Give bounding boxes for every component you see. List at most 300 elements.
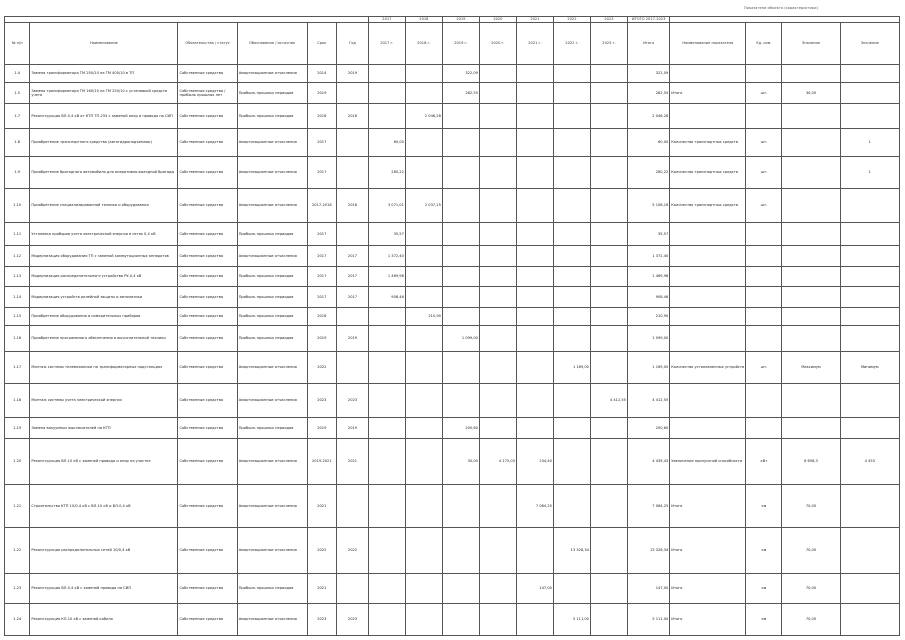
row-value-2 [840, 65, 899, 83]
column-header: 2021 г. [516, 23, 553, 65]
row-value-1 [782, 65, 840, 83]
row-value-1 [782, 156, 840, 188]
row-year-value [516, 129, 553, 157]
row-indicator: Итого [670, 603, 746, 635]
column-header: Значение [840, 23, 899, 65]
row-name: Модернизация оборудования ТП с заменой коммутационных аппаратов [30, 246, 178, 267]
row-year-value [553, 266, 590, 287]
row-total: 908,46 [627, 287, 669, 308]
row-number: 1.19 [5, 418, 30, 439]
row-value-2: 4 453 [840, 438, 899, 484]
row-year-value [590, 266, 627, 287]
row-number: 1.10 [5, 188, 30, 222]
row-year-value [442, 188, 479, 222]
row-year-value [479, 307, 516, 325]
column-header: Ед. изм. [746, 23, 782, 65]
row-year-value [442, 287, 479, 308]
row-term: 2019 [307, 418, 337, 439]
row-year [337, 573, 369, 603]
row-number: 1.8 [5, 129, 30, 157]
row-year-value [516, 156, 553, 188]
row-value-2 [840, 484, 899, 528]
table-row [5, 129, 900, 157]
row-year-value [479, 528, 516, 574]
table-row [5, 307, 900, 325]
row-year-value [516, 65, 553, 83]
row-year [337, 129, 369, 157]
table-row [5, 573, 900, 603]
row-year-value [590, 287, 627, 308]
table-row [5, 223, 900, 246]
row-number: 1.4 [5, 65, 30, 83]
row-term: 2014 [307, 65, 337, 83]
row-name: Реконструкция распределительных сетей 10/0,4 кВ [30, 528, 178, 574]
row-unit: шт. [746, 188, 782, 222]
row-year-value [516, 603, 553, 635]
row-total: 5 111,00 [627, 603, 669, 635]
row-year-value [590, 156, 627, 188]
row-obligation: Собственные средства [178, 603, 237, 635]
row-total: 322,09 [627, 65, 669, 83]
row-number: 1.9 [5, 156, 30, 188]
row-obligation: Собственные средства [178, 418, 237, 439]
table-row [5, 603, 900, 635]
row-source: Амортизационные отчисления [237, 351, 307, 383]
row-unit [746, 383, 782, 417]
row-year-value [405, 129, 442, 157]
row-source: Амортизационные отчисления [237, 603, 307, 635]
row-year-value: 4 175,03 [479, 438, 516, 484]
row-year-value: 1 372,40 [368, 246, 405, 267]
table-row [5, 287, 900, 308]
row-unit: км [746, 603, 782, 635]
year-header: 2018 [405, 17, 442, 23]
row-indicator: Количество транспортных средств [670, 188, 746, 222]
row-year-value [442, 129, 479, 157]
row-term: 2017 [307, 156, 337, 188]
row-name: Замена трансформатора ТМ 250/10 на ТМ 400/10 в ТП [30, 65, 178, 83]
row-total: 210,90 [627, 307, 669, 325]
row-year-value [479, 383, 516, 417]
row-total: 13 328,34 [627, 528, 669, 574]
row-value-1: 70,00 [782, 573, 840, 603]
row-unit [746, 246, 782, 267]
row-year-value [479, 83, 516, 104]
row-name: Модернизация устройств релейной защиты и автоматики [30, 287, 178, 308]
row-name: Реконструкция КЛ-10 кВ с заменой кабеля [30, 603, 178, 635]
row-term: 2017 [307, 129, 337, 157]
row-year-value [590, 188, 627, 222]
row-year-value [516, 83, 553, 104]
row-value-2 [840, 307, 899, 325]
table-row [5, 383, 900, 417]
table-row [5, 351, 900, 383]
row-year: 2023 [337, 603, 369, 635]
row-year-value [516, 528, 553, 574]
row-year-value [553, 287, 590, 308]
row-year [337, 484, 369, 528]
row-year-value [479, 266, 516, 287]
row-year-value [553, 246, 590, 267]
row-term: 2021 [307, 573, 337, 603]
row-year-value [590, 103, 627, 128]
row-term: 2017 [307, 223, 337, 246]
row-year-value [479, 156, 516, 188]
row-term: 2018 [307, 307, 337, 325]
investment-table [4, 16, 900, 636]
row-indicator [670, 287, 746, 308]
row-year-value [368, 438, 405, 484]
row-value-1 [782, 383, 840, 417]
row-source: Амортизационные отчисления [237, 383, 307, 417]
row-value-2: Минимум [840, 351, 899, 383]
row-name: Замена трансформатора ТМ 160/10 на ТМ 250/10 с установкой средств учета [30, 83, 178, 104]
row-source: Прибыль прошлых периодов [237, 418, 307, 439]
row-unit [746, 103, 782, 128]
row-year-value [405, 266, 442, 287]
row-value-2 [840, 188, 899, 222]
row-year-value [368, 528, 405, 574]
row-value-1 [782, 246, 840, 267]
row-source: Амортизационные отчисления [237, 65, 307, 83]
row-value-2 [840, 287, 899, 308]
row-year-value: 60,00 [368, 129, 405, 157]
row-indicator [670, 266, 746, 287]
row-term: 2023 [307, 603, 337, 635]
row-year-value [590, 603, 627, 635]
column-header: Наименование [30, 23, 178, 65]
table-row [5, 418, 900, 439]
row-year-value [479, 573, 516, 603]
row-year-value [405, 83, 442, 104]
row-year-value [368, 65, 405, 83]
row-year-value [590, 418, 627, 439]
row-obligation: Собственные средства [178, 528, 237, 574]
row-year-value [368, 418, 405, 439]
row-unit [746, 65, 782, 83]
row-year-value: 210,90 [405, 307, 442, 325]
row-indicator: Итого [670, 573, 746, 603]
row-obligation: Собственные средства [178, 383, 237, 417]
row-source: Прибыль прошлых периодов [237, 223, 307, 246]
row-name: Реконструкция ВЛ-0,4 кВ от КТП ТП-255 с заменой опор и провода на СИП [30, 103, 178, 128]
row-obligation: Собственные средства [178, 351, 237, 383]
row-indicator: Количество транспортных средств [670, 129, 746, 157]
row-value-2: 1 [840, 129, 899, 157]
row-year-value [479, 287, 516, 308]
row-term: 2023 [307, 383, 337, 417]
row-obligation: Собственные средства [178, 246, 237, 267]
row-year-value [590, 65, 627, 83]
row-value-1: 30,00 [782, 83, 840, 104]
row-obligation: Собственные средства [178, 65, 237, 83]
table-row [5, 438, 900, 484]
row-year-value [405, 603, 442, 635]
row-year-value [479, 223, 516, 246]
row-unit: шт. [746, 129, 782, 157]
row-total: 2 046,28 [627, 103, 669, 128]
row-year-value [553, 65, 590, 83]
row-year-value: 35,57 [368, 223, 405, 246]
row-year-value [516, 188, 553, 222]
row-term: 2019 [307, 326, 337, 351]
row-year-value [553, 418, 590, 439]
row-year-value: 234,40 [516, 438, 553, 484]
year-header: 2019 [442, 17, 479, 23]
row-year-value [553, 223, 590, 246]
row-year: 2017 [337, 266, 369, 287]
row-value-2 [840, 83, 899, 104]
row-year-value [405, 528, 442, 574]
row-year-value [479, 65, 516, 83]
row-year-value: 5 111,00 [553, 603, 590, 635]
row-year-value [590, 307, 627, 325]
row-obligation: Собственные средства [178, 573, 237, 603]
row-year-value [516, 383, 553, 417]
column-header: Год [337, 23, 369, 65]
row-source: Амортизационные отчисления [237, 129, 307, 157]
row-year-value [553, 129, 590, 157]
column-header: 2017 г. [368, 23, 405, 65]
row-year-value: 30,00 [442, 438, 479, 484]
row-term: 2022 [307, 528, 337, 574]
row-year [337, 83, 369, 104]
row-number: 1.23 [5, 573, 30, 603]
row-number: 1.17 [5, 351, 30, 383]
row-indicator: Количество установленных устройств [670, 351, 746, 383]
row-term: 2019-2021 [307, 438, 337, 484]
row-year-value [516, 266, 553, 287]
year-header: 2023 [590, 17, 627, 23]
table-row [5, 156, 900, 188]
row-total: 5 108,16 [627, 188, 669, 222]
row-total: 35,57 [627, 223, 669, 246]
row-value-1 [782, 326, 840, 351]
row-name: Замена вакуумных выключателей на КТП [30, 418, 178, 439]
row-value-2 [840, 103, 899, 128]
row-indicator [670, 326, 746, 351]
row-year-value [405, 351, 442, 383]
row-unit: км [746, 484, 782, 528]
row-value-2 [840, 383, 899, 417]
row-year-value [442, 307, 479, 325]
row-year-value [553, 83, 590, 104]
row-unit: км [746, 573, 782, 603]
row-name: Строительство КТП 10/0,4 кВ с ВЛ-10 кВ и ВЛ-0,4 кВ [30, 484, 178, 528]
row-number: 1.12 [5, 246, 30, 267]
column-header: Значение [782, 23, 840, 65]
row-source: Прибыль прошлых периодов [237, 307, 307, 325]
row-year-value: 147,00 [516, 573, 553, 603]
table-body [5, 65, 900, 636]
row-number: 1.21 [5, 484, 30, 528]
row-year-value [516, 246, 553, 267]
row-indicator: Количество транспортных средств [670, 156, 746, 188]
row-year-value: 2 046,28 [405, 103, 442, 128]
year-header: 2022 [553, 17, 590, 23]
row-number: 1.22 [5, 528, 30, 574]
row-source: Прибыль прошлых периодов [237, 326, 307, 351]
header-note: Показатели объекта (характеристики) [744, 6, 818, 10]
table-row [5, 83, 900, 104]
row-name: Приобретение транспортного средства (автогидроподъемник) [30, 129, 178, 157]
row-year-value [442, 603, 479, 635]
row-year-value [368, 603, 405, 635]
row-year [337, 351, 369, 383]
row-year-value: 282,55 [442, 83, 479, 104]
row-unit [746, 418, 782, 439]
column-header: 2023 г. [590, 23, 627, 65]
row-total: 147,00 [627, 573, 669, 603]
row-source: Прибыль прошлых периодов [237, 83, 307, 104]
row-year-value [553, 156, 590, 188]
row-value-2 [840, 528, 899, 574]
row-name: Приобретение программного обеспечения и вычислительной техники [30, 326, 178, 351]
row-total: 282,55 [627, 83, 669, 104]
row-total: 1 469,98 [627, 266, 669, 287]
row-year-value [553, 326, 590, 351]
row-value-2 [840, 418, 899, 439]
row-source: Амортизационные отчисления [237, 188, 307, 222]
row-year-value [442, 156, 479, 188]
row-value-1: 70,00 [782, 603, 840, 635]
row-obligation: Собственные средства [178, 307, 237, 325]
row-year-value: 200,60 [442, 418, 479, 439]
row-year-value [368, 326, 405, 351]
row-year-value [405, 287, 442, 308]
row-year-value [590, 573, 627, 603]
row-year-value [368, 573, 405, 603]
row-year-value [442, 351, 479, 383]
row-term: 2017 [307, 246, 337, 267]
row-total: 1 372,40 [627, 246, 669, 267]
row-year-value [516, 103, 553, 128]
row-obligation: Собственные средства [178, 129, 237, 157]
column-header: Итого [627, 23, 669, 65]
row-total: 4 439,43 [627, 438, 669, 484]
row-unit: шт. [746, 83, 782, 104]
row-year-value [479, 188, 516, 222]
row-year-value: 7 064,25 [516, 484, 553, 528]
row-year: 2018 [337, 103, 369, 128]
row-year-value [479, 351, 516, 383]
row-number: 1.15 [5, 307, 30, 325]
row-value-1 [782, 129, 840, 157]
row-year-value: 280,22 [368, 156, 405, 188]
row-year-value [405, 418, 442, 439]
row-source: Амортизационные отчисления [237, 528, 307, 574]
row-value-2 [840, 603, 899, 635]
year-header: 2017 [368, 17, 405, 23]
row-unit: шт. [746, 156, 782, 188]
row-year-value [553, 484, 590, 528]
row-year-value [442, 246, 479, 267]
row-year-value [405, 223, 442, 246]
row-year-value [479, 103, 516, 128]
row-name: Модернизация распределительного устройства РУ-0,4 кВ [30, 266, 178, 287]
row-obligation: Собственные средства [178, 438, 237, 484]
row-year-value [442, 223, 479, 246]
row-value-2 [840, 326, 899, 351]
row-value-1: 6 658,3 [782, 438, 840, 484]
row-term: 2017 [307, 266, 337, 287]
row-year-value [479, 484, 516, 528]
row-term: 2019 [307, 83, 337, 104]
row-number: 1.20 [5, 438, 30, 484]
row-name: Приобретение оборудования и измерительных приборов [30, 307, 178, 325]
row-total: 200,60 [627, 418, 669, 439]
column-header: 2019 г. [442, 23, 479, 65]
row-year-value [479, 129, 516, 157]
row-year-value [405, 484, 442, 528]
row-number: 1.14 [5, 287, 30, 308]
row-indicator [670, 223, 746, 246]
row-year-value [405, 65, 442, 83]
row-year: 2019 [337, 418, 369, 439]
row-total: 280,22 [627, 156, 669, 188]
table-row [5, 103, 900, 128]
row-unit: км [746, 528, 782, 574]
row-year-value [590, 223, 627, 246]
row-year-value [590, 129, 627, 157]
row-year-value [405, 326, 442, 351]
row-value-1 [782, 103, 840, 128]
row-year-value [590, 83, 627, 104]
row-source: Амортизационные отчисления [237, 246, 307, 267]
row-name: Приобретение специализированной техники и оборудования [30, 188, 178, 222]
row-year: 2023 [337, 383, 369, 417]
row-year-value [590, 528, 627, 574]
row-year-value [479, 603, 516, 635]
row-year: 2022 [337, 528, 369, 574]
row-value-1 [782, 223, 840, 246]
column-header: Обоснование / источник [237, 23, 307, 65]
row-obligation: Собственные средства [178, 223, 237, 246]
row-year-value [368, 383, 405, 417]
row-source: Амортизационные отчисления [237, 156, 307, 188]
row-name: Реконструкция ВЛ-0,4 кВ с заменой провода на СИП [30, 573, 178, 603]
row-year [337, 223, 369, 246]
row-obligation: Собственные средства [178, 266, 237, 287]
row-year-value [368, 103, 405, 128]
row-unit [746, 326, 782, 351]
row-year-value [368, 351, 405, 383]
row-obligation: Собственные средства [178, 326, 237, 351]
row-year-value: 2 037,15 [405, 188, 442, 222]
row-value-1 [782, 307, 840, 325]
row-total: 60,00 [627, 129, 669, 157]
row-year-value [442, 266, 479, 287]
row-name: Монтаж системы телемеханики на трансформаторных подстанциях [30, 351, 178, 383]
row-year-value [590, 438, 627, 484]
table-row [5, 484, 900, 528]
column-header: 2018 г. [405, 23, 442, 65]
row-obligation: Собственные средства [178, 103, 237, 128]
row-source: Прибыль прошлых периодов [237, 103, 307, 128]
row-name: Монтаж системы учета электрической энергии [30, 383, 178, 417]
row-year-value [405, 383, 442, 417]
row-year-value [405, 156, 442, 188]
row-year-value: 4 412,55 [590, 383, 627, 417]
row-year-value [553, 188, 590, 222]
row-number: 1.18 [5, 383, 30, 417]
row-total: 7 064,25 [627, 484, 669, 528]
row-value-2 [840, 223, 899, 246]
row-year-value [479, 246, 516, 267]
row-value-1: 70,00 [782, 484, 840, 528]
row-source: Прибыль прошлых периодов [237, 266, 307, 287]
row-unit [746, 223, 782, 246]
